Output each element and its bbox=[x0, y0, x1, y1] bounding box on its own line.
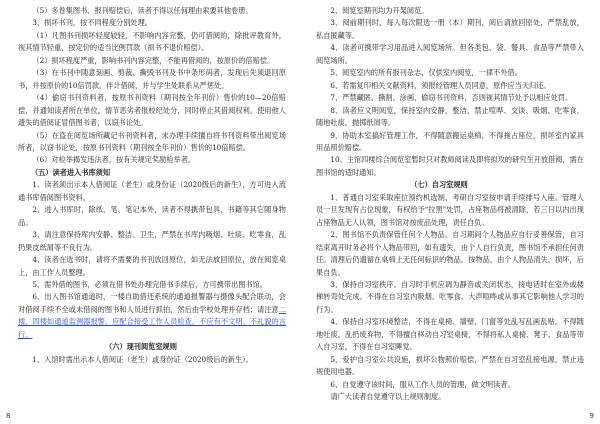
paragraph: （6）对检举揭发违法者，按有关规定奖励检举者。 bbox=[32, 155, 196, 165]
right-page-column bbox=[316, 5, 584, 404]
paragraph: 3、阅前期刊时，每人每次限选一册（本）期刊，阅后请放回原处，严禁乱放，私自匿藏等。 bbox=[316, 18, 584, 40]
paragraph: 5、阅览室内的所有报刊杂志，仅供室内阅览，一律不外借。 bbox=[330, 68, 522, 78]
paragraph: 8、读者应文明阅览，保持室内安静，整洁，禁止喧哗、交谈、吸烟、吃零食，随地吐痰，抛掷纸屑等。 bbox=[316, 105, 584, 128]
page-number-left: 8 bbox=[6, 412, 11, 420]
section-heading-library-stack-rules: （五）读者进入书库须知 bbox=[30, 167, 111, 177]
paragraph: 4、保持自习室环境整洁，不得在桌椅、墙壁、门窗等处乱写乱画乱贴，不得随地吐痰，乱扔废弃物，不得擅自移动自习室桌椅，不得将私人桌椅、凳子、食品等带入自习室，不得在自习室睡觉。 bbox=[316, 317, 584, 352]
paragraph bbox=[18, 291, 286, 341]
paragraph: 3、保持自习室秩序。自习时手机应调为静音或关闭状态，接电话时在室外或楼梯转弯处完成。不得在自习室内吸烟、吃零食，大声喧哗或从事其它影响他人学习的行为。 bbox=[316, 279, 584, 314]
paragraph: 3、请注意保持库内安静、整洁、卫生，严禁在书库内吸烟、吐痰、吃零食，乱扔果皮纸屑等不良行为。 bbox=[18, 230, 286, 252]
paragraph: 3、损坏书刊，按不同程度分别处理。 bbox=[32, 18, 152, 28]
paragraph: 9、协助本室搞好管理工作，不得随意搬运桌椅，不得拖占座位，损坏室内家具用品照价赔偿。 bbox=[316, 130, 584, 152]
paragraph: 10、主馆四楼综合阅览室暂时只对教师阅读及即将拟攻的研究生开放借阅，需在图书馆的适时通知。 bbox=[316, 155, 584, 177]
paragraph: 6、自觉遵守该时间，服从工作人员的管理，做文明读者。 bbox=[330, 379, 515, 389]
highlighted-text: 二楼、四楼如通道监测器报警，应配合接受工作人员检查，不应有不文明、不礼貌的言行。 bbox=[18, 304, 286, 339]
paragraph: 5、爱护自习室公共设施，损坏公物照价赔偿，严禁在自习室乱接电源，禁止违规使用电器。 bbox=[316, 354, 584, 377]
page-number-right: 9 bbox=[589, 412, 594, 420]
paragraph: （2）损坏程度严重，影响书刊内容完整，不能再借阅的，按原价的倍赔偿。 bbox=[32, 55, 275, 65]
paragraph: 4、读者可携带学习用品进入阅览场所。但各类包、袋、餐具、食品等严禁带入阅览场所。 bbox=[316, 43, 584, 65]
paragraph: 2、阅览室期刊均为开架阅览。 bbox=[330, 6, 429, 15]
paragraph: （5）多卷集图书、报刊赔偿后，读者不得以任何理由索要其他卷册。 bbox=[32, 6, 253, 15]
paragraph: 1、普通自习室采取座位预约机选制，考研自习室按申请手续排号入座。管理人员一旦发现有占位现象，有权给予"拉黑"处罚，占座物品将被清除，若三日以内出现占座物品无人认领，图书馆对按废品处理，责任自负。 bbox=[316, 192, 584, 227]
paragraph: 2、图书馆不负责保管任何个人物品。自习期间个人物品应自行妥善保管，自习结束离开时务必将个人物品带回，如有遗失，由个人自行负责，图书馆不承担任何责任。清理后仍遗留在桌椅上无任何标识的物品，按物品，由个人物品清失，损坏，后果自负。 bbox=[316, 230, 584, 277]
paragraph: （1）凡图书刊损坏轻度较轻，不影响内容完整，仍可借阅的，除批评教育外，视其情节轻重，按定价的适当比例罚款（损书不退价赔偿）。 bbox=[18, 30, 286, 53]
paragraph: 5、需外借的图书，必须在借书处办理完借书手续后，方可携带出图书馆。 bbox=[32, 279, 267, 289]
paragraph: 6、若需复印相关文献资料，须报经管理人员同意，原件应当天归还。 bbox=[330, 80, 551, 90]
paragraph: 7、严禁藏匿、撕割、涂画、偷窃书刊资料，否则视其情节处予以相应处罚。 bbox=[330, 93, 573, 103]
section-heading-periodical-room-rules: （六）现刊阅览室规则 bbox=[105, 342, 177, 352]
paragraph: （4）偷窃书刊资料者，按原书刊资料（期刊按全年刊价）售价的10—20倍赔偿，并通知读者所在单位，情节恶劣者报校纪处分，同时停止其借阅权利。使用他人遗失的借阅证冒借图书者，以窃书论处。 bbox=[18, 93, 286, 128]
paragraph: 1、读者须出示本人借阅证（老生）或身份证（2020级后的新生），方可进入流通书库借阅图书资料。 bbox=[18, 180, 286, 202]
paragraph: （5）在盗在阅览场所藏记书刊资料者，未办理手续擅自将书刊资料带出阅览场所者，以窃书论处，按原书刊资料（期刊按全年刊价）售价的10倍赔偿。 bbox=[18, 130, 286, 152]
paragraph: （3）在书刊中随意刻画、剪裁、撕毁书刊及书中条形码者，发现后先须退回原书，并按原价的10倍罚款，伴计借阅，并与学生处联系从严惩处。 bbox=[18, 68, 286, 90]
paragraph: 2、进入书库时，除纸、笔、笔记本外，读者不得携带包具、书籍等其它随身物品。 bbox=[18, 205, 286, 227]
paragraph: 4、读者在选书时，请将不需要的书刊放回原位，如无法放回原位，放在阅览桌上，由工作人员整理。 bbox=[18, 255, 286, 277]
left-page-column bbox=[18, 5, 286, 366]
section-heading-study-room-rules: （七）自习室规则 bbox=[410, 180, 468, 190]
paragraph: 1、入馆时需出示本人借阅证（老生）或身份证（2020级后的新生）。 bbox=[32, 354, 253, 364]
paragraph-text: 6、出入图书馆通道时，一楼自助借还系统的通道报警器与摄像头配合联动，会对借阅手续不全或未借阅的图书和人员进行抓拍，然后由学校处理并存档；请注意 bbox=[18, 292, 286, 314]
paragraph: 请广大读者自觉遵守以上规则制度。 bbox=[330, 392, 446, 402]
